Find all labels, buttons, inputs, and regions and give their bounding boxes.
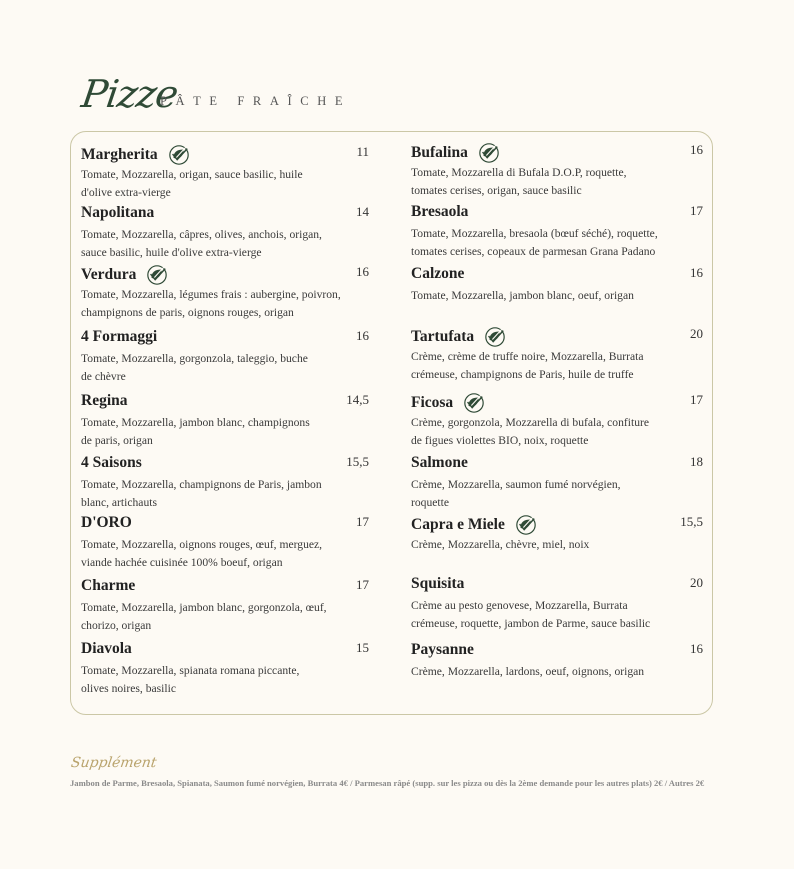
menu-item-price: 17 (356, 514, 369, 529)
menu-item-description (81, 226, 369, 262)
menu-item (81, 392, 369, 450)
menu-item-description-line: Tomate, Mozzarella, bresaola (bœuf séché), roquette, (411, 227, 658, 240)
vegetarian-leaf-icon (168, 144, 190, 166)
menu-item (81, 640, 369, 698)
section-title: Pizze (78, 72, 181, 116)
menu-item-description (81, 350, 369, 386)
menu-item-description-line: Tomate, Mozzarella, câpres, olives, anchois, origan, (81, 228, 322, 241)
menu-item-description-line: Tomate, Mozzarella, jambon blanc, champignons (81, 416, 310, 429)
menu-item-header (411, 514, 703, 536)
menu-item (411, 326, 703, 384)
menu-item-description (411, 597, 703, 633)
menu-item-description-line: chorizo, origan (81, 619, 152, 632)
menu-item-price: 17 (356, 577, 369, 592)
section-subtitle: PÂTE FRAÎCHE (160, 94, 352, 108)
menu-item-description (411, 414, 703, 450)
menu-item (81, 144, 369, 202)
menu-item-header (411, 575, 703, 597)
menu-item-description (81, 662, 369, 698)
menu-item (81, 204, 369, 262)
vegetarian-leaf-icon (463, 392, 485, 414)
menu-item-description-line: sauce basilic, huile d'olive extra-vierge (81, 246, 262, 259)
menu-item-name-text: Tartufata (411, 328, 475, 345)
menu-item (411, 142, 703, 200)
menu-item-name-text: Napolitana (81, 204, 155, 221)
menu-item-header (81, 328, 369, 350)
menu-item-name (411, 265, 464, 283)
menu-item-description (81, 476, 369, 512)
menu-item-description-line: blanc, artichauts (81, 496, 157, 509)
menu-item-name-text: Capra e Miele (411, 516, 505, 533)
menu-item (411, 575, 703, 633)
menu-item-description-line: Tomate, Mozzarella, jambon blanc, oeuf, origan (411, 289, 634, 302)
menu-item-name (81, 264, 168, 286)
menu-item-price: 16 (690, 641, 703, 656)
menu-item-header (81, 392, 369, 414)
supplement-title: Supplément (69, 755, 158, 771)
menu-item-name (81, 640, 132, 658)
menu-item-header (81, 454, 369, 476)
menu-item-name (411, 203, 468, 221)
menu-item-description-line: Crème, crème de truffe noire, Mozzarella, Burrata (411, 350, 644, 363)
menu-item-name-text: Verdura (81, 266, 137, 283)
menu-item-price: 16 (690, 142, 703, 157)
menu-item-name-text: Bufalina (411, 144, 468, 161)
menu-item-name-text: Squisita (411, 575, 465, 592)
menu-item (411, 454, 703, 512)
menu-item-name (411, 454, 468, 472)
menu-item-name (81, 392, 128, 410)
menu-item-price: 15,5 (346, 454, 369, 469)
menu-item-header (81, 144, 369, 166)
menu-item-description (411, 476, 703, 512)
menu-item-description-line: Tomate, Mozzarella di Bufala D.O.P, roquette, (411, 166, 627, 179)
menu-item-price: 17 (690, 392, 703, 407)
menu-item-header (411, 142, 703, 164)
menu-item-description (81, 536, 369, 572)
menu-item-name (411, 575, 464, 593)
menu-item-price: 11 (356, 144, 369, 159)
menu-item (81, 264, 369, 322)
menu-item-name-text: 4 Formaggi (81, 328, 158, 345)
menu-item-price: 17 (690, 203, 703, 218)
menu-item-name-text: Regina (81, 392, 128, 409)
vegetarian-leaf-icon (146, 264, 168, 286)
menu-item-header (81, 204, 369, 226)
menu-item-description (81, 166, 369, 202)
menu-item-price: 18 (690, 454, 703, 469)
menu-item-description-line: Crème, Mozzarella, chèvre, miel, noix (411, 538, 590, 551)
menu-item-description-line: tomates cerises, copeaux de parmesan Grana Padano (411, 245, 656, 258)
menu-item-name-text: Charme (81, 577, 136, 594)
menu-item-header (411, 641, 703, 663)
menu-item-description-line: d'olive extra-vierge (81, 186, 171, 199)
menu-item-description-line: Tomate, Mozzarella, spianata romana piccante, (81, 664, 300, 677)
menu-item-name-text: Bresaola (411, 203, 469, 220)
menu-item-price: 14,5 (346, 392, 369, 407)
menu-item-description-line: Tomate, Mozzarella, légumes frais : aubergine, poivron, (81, 288, 341, 301)
menu-item-description-line: Tomate, Mozzarella, gorgonzola, taleggio, buche (81, 352, 308, 365)
menu-item-header (81, 640, 369, 662)
menu-item-description-line: olives noires, basilic (81, 682, 176, 695)
menu-item-description-line: crémeuse, roquette, jambon de Parme, sauce basilic (411, 617, 651, 630)
menu-item-description-line: de chèvre (81, 370, 126, 383)
menu-item-name (81, 577, 135, 595)
menu-item-description (411, 663, 703, 681)
menu-item-description-line: roquette (411, 496, 449, 509)
menu-item-description-line: crémeuse, champignons de Paris, huile de truffe (411, 368, 634, 381)
menu-item-name (81, 514, 132, 532)
menu-item (411, 392, 703, 450)
menu-item-description (411, 225, 703, 261)
menu-item-header (411, 203, 703, 225)
menu-item-description (411, 536, 703, 554)
menu-item-header (81, 577, 369, 599)
menu-item-name-text: Ficosa (411, 394, 454, 411)
menu-item-price: 15,5 (680, 514, 703, 529)
menu-item-header (81, 514, 369, 536)
menu-item-name (411, 142, 500, 164)
menu-item-name (411, 641, 474, 659)
menu-item-description-line: Crème, gorgonzola, Mozzarella di bufala, confiture (411, 416, 650, 429)
menu-item-description-line: Crème, Mozzarella, saumon fumé norvégien, (411, 478, 621, 491)
menu-item-name-text: Salmone (411, 454, 468, 471)
menu-item-description-line: viande hachée cuisinée 100% boeuf, origan (81, 556, 283, 569)
menu-item (81, 514, 369, 572)
menu-item-name-text: Margherita (81, 146, 158, 163)
vegetarian-leaf-icon (478, 142, 500, 164)
vegetarian-leaf-icon (484, 326, 506, 348)
menu-item-description (81, 414, 369, 450)
menu-item-name (81, 144, 190, 166)
menu-item-name (81, 454, 142, 472)
menu-item-name (81, 328, 157, 346)
menu-item-description-line: Tomate, Mozzarella, jambon blanc, gorgonzola, œuf, (81, 601, 327, 614)
menu-item-description-line: Crème, Mozzarella, lardons, oeuf, oignons, origan (411, 665, 645, 678)
menu-item-price: 15 (356, 640, 369, 655)
menu-item-description-line: champignons de paris, oignons rouges, origan (81, 306, 294, 319)
menu-item-header (411, 454, 703, 476)
menu-item (411, 265, 703, 305)
menu-item-price: 20 (690, 575, 703, 590)
menu-item-description-line: de figues violettes BIO, noix, roquette (411, 434, 589, 447)
menu-item-description-line: Tomate, Mozzarella, oignons rouges, œuf, merguez, (81, 538, 323, 551)
menu-item (81, 454, 369, 512)
menu-item-name-text: Diavola (81, 640, 132, 657)
menu-item-header (411, 326, 703, 348)
menu-item-description-line: Crème au pesto genovese, Mozzarella, Burrata (411, 599, 628, 612)
menu-item-price: 16 (356, 264, 369, 279)
menu-item-header (411, 265, 703, 287)
menu-item (411, 641, 703, 681)
menu-item-price: 16 (690, 265, 703, 280)
menu-item-price: 20 (690, 326, 703, 341)
menu-item-description (411, 287, 703, 305)
menu-item-name-text: Paysanne (411, 641, 474, 658)
menu-item-name-text: 4 Saisons (81, 454, 142, 471)
menu-item (81, 577, 369, 635)
menu-item (81, 328, 369, 386)
menu-item-name (411, 514, 537, 536)
menu-item-header (81, 264, 369, 286)
menu-item-description (411, 348, 703, 384)
menu-item-header (411, 392, 703, 414)
vegetarian-leaf-icon (515, 514, 537, 536)
menu-item-description (81, 599, 369, 635)
menu-item-description-line: tomates cerises, origan, sauce basilic (411, 184, 582, 197)
menu-item-description-line: Tomate, Mozzarella, origan, sauce basilic, huile (81, 168, 303, 181)
menu-item-description (411, 164, 703, 200)
menu-item-name (411, 392, 485, 414)
menu-item (411, 514, 703, 554)
supplement-text: Jambon de Parme, Bresaola, Spianata, Saumon fumé norvégien, Burrata 4€ / Parmesan râpé (supp. sur les pizza ou dès la 2ème demande pour les autres plats) 2€ / Autres 2€ (70, 778, 705, 788)
menu-item-name (411, 326, 506, 348)
menu-item-description-line: de paris, origan (81, 434, 153, 447)
menu-item (411, 203, 703, 261)
menu-item-name-text: Calzone (411, 265, 465, 282)
menu-item-price: 16 (356, 328, 369, 343)
menu-item-description-line: Tomate, Mozzarella, champignons de Paris, jambon (81, 478, 322, 491)
menu-item-price: 14 (356, 204, 369, 219)
menu-item-description (81, 286, 369, 322)
menu-item-name-text: D'ORO (81, 514, 132, 531)
menu-item-name (81, 204, 154, 222)
